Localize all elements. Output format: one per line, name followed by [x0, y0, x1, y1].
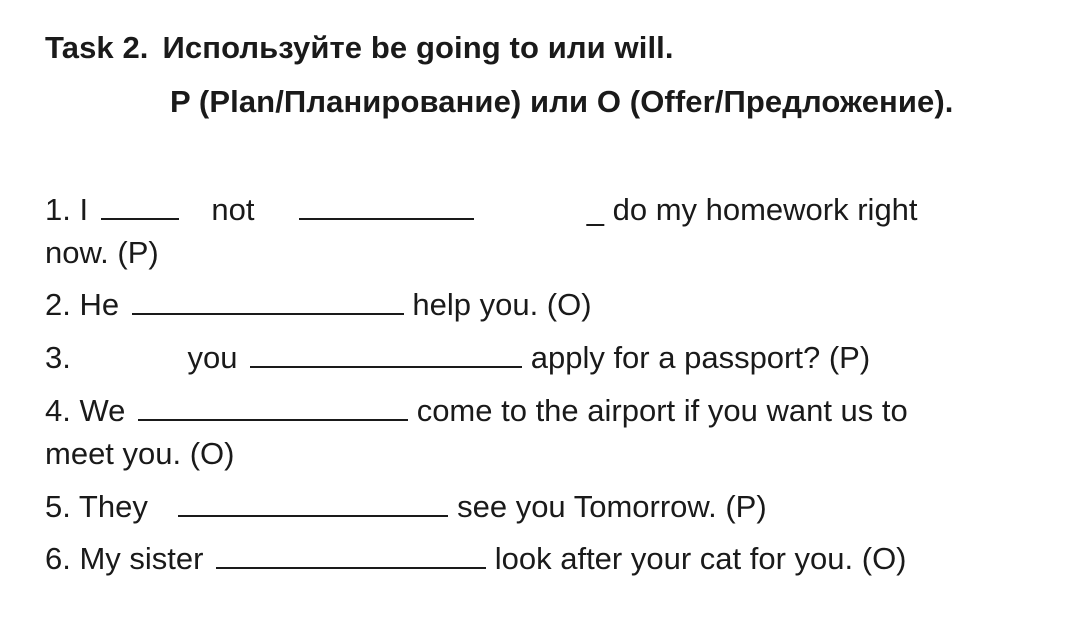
item-number: 6. — [45, 541, 71, 576]
task-heading-line-2: P (Plan/Планирование) или O (Offer/Предложение). — [170, 84, 954, 119]
answer-blank[interactable] — [299, 196, 474, 220]
answer-blank[interactable] — [216, 545, 486, 569]
item-subject: I — [79, 192, 89, 227]
task-number: Task 2. — [45, 30, 149, 65]
exercise-item-4-continued: meet you. (O) — [45, 436, 235, 471]
task-heading-line-1 — [45, 30, 674, 66]
item-ending: help you. (O) — [412, 287, 592, 322]
item-ending: look after your cat for you. (O) — [494, 541, 907, 576]
trailing-underscore: _ — [586, 192, 604, 227]
item-ending: come to the airport if you want us to — [416, 393, 908, 428]
item-subject: you — [187, 340, 238, 375]
exercise-item-5 — [45, 486, 767, 528]
answer-blank[interactable] — [132, 291, 404, 315]
item-number: 4. — [45, 393, 71, 428]
item-ending: see you Tomorrow. (P) — [457, 489, 767, 524]
exercise-item-1 — [45, 189, 918, 231]
answer-blank[interactable] — [250, 344, 522, 368]
item-subject: They — [78, 489, 148, 524]
item-number: 3. — [45, 340, 71, 375]
exercise-item-1-continued: now. (P) — [45, 235, 159, 270]
item-ending: apply for a passport? (P) — [530, 340, 871, 375]
answer-blank[interactable] — [101, 196, 179, 220]
task-instruction: Используйте be going to или will. — [162, 30, 674, 65]
item-ending: do my homework right — [612, 192, 918, 227]
exercise-item-4 — [45, 390, 908, 432]
item-subject: My sister — [79, 541, 204, 576]
item-subject: We — [79, 393, 126, 428]
item-subject: He — [79, 287, 120, 322]
item-word-not: not — [211, 192, 255, 227]
answer-blank[interactable] — [138, 397, 408, 421]
exercise-item-6 — [45, 538, 907, 580]
exercise-item-3 — [45, 337, 870, 379]
item-number: 5. — [45, 489, 71, 524]
exercise-item-2 — [45, 284, 592, 326]
item-number: 2. — [45, 287, 71, 322]
item-number: 1. — [45, 192, 71, 227]
answer-blank[interactable] — [178, 493, 448, 517]
